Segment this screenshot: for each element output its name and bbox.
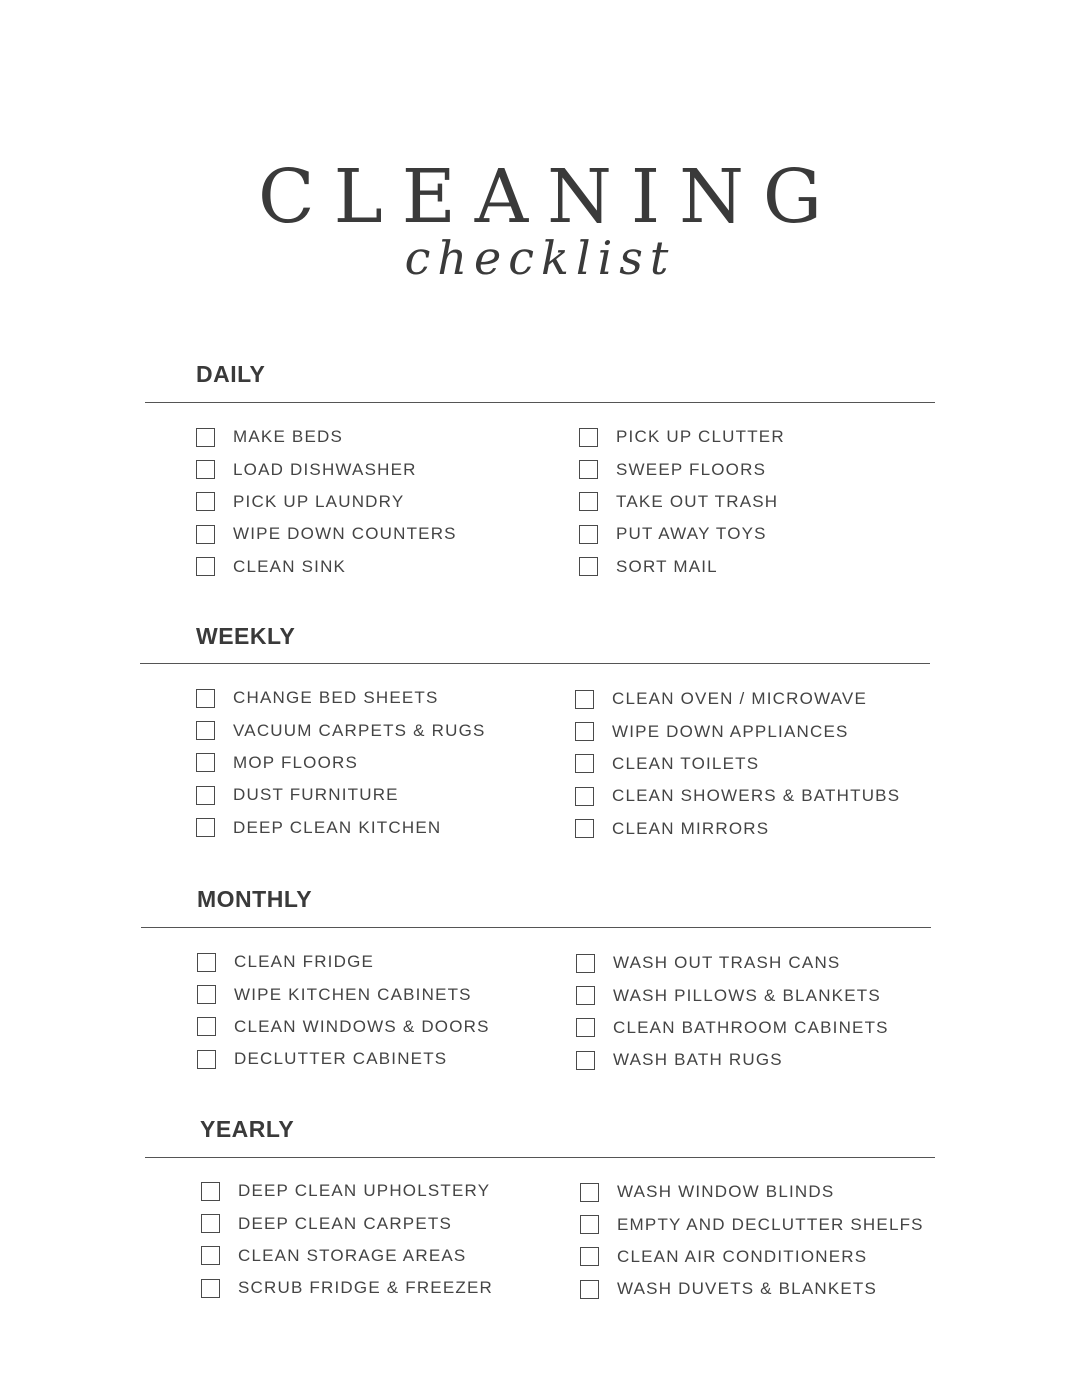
checklist-item-label: WASH OUT TRASH CANS <box>613 953 841 973</box>
checkbox[interactable] <box>575 819 594 838</box>
checklist-item-label: SCRUB FRIDGE & FREEZER <box>238 1278 493 1298</box>
checkbox[interactable] <box>579 460 598 479</box>
checklist-item <box>196 453 457 485</box>
checklist-item <box>196 682 486 714</box>
checkbox[interactable] <box>197 1017 216 1036</box>
checkbox[interactable] <box>201 1279 220 1298</box>
checklist-item-label: WIPE KITCHEN CABINETS <box>234 984 472 1004</box>
section-divider <box>145 1157 935 1158</box>
checklist-item <box>196 779 486 811</box>
checklist-item <box>197 1011 490 1043</box>
checklist-item-label: DEEP CLEAN KITCHEN <box>233 817 442 837</box>
checklist-item <box>576 1044 889 1076</box>
section-heading: WEEKLY <box>196 623 296 649</box>
checklist-item-label: SORT MAIL <box>616 556 718 576</box>
checklist-item-label: WASH PILLOWS & BLANKETS <box>613 985 881 1005</box>
checklist-column-left <box>197 946 490 1076</box>
checkbox[interactable] <box>580 1183 599 1202</box>
checkbox[interactable] <box>575 690 594 709</box>
checklist-item-label: WASH DUVETS & BLANKETS <box>617 1279 878 1299</box>
checklist-item <box>196 812 486 844</box>
checklist-item <box>201 1207 493 1239</box>
checklist-item-label: PICK UP CLUTTER <box>616 427 785 447</box>
checkbox[interactable] <box>197 1050 216 1069</box>
checkbox[interactable] <box>579 428 598 447</box>
checklist-item-label: DEEP CLEAN UPHOLSTERY <box>238 1181 491 1201</box>
checklist-item <box>579 551 785 583</box>
checklist-item <box>580 1176 924 1208</box>
checklist-item <box>576 979 889 1011</box>
checklist-item-label: CLEAN TOILETS <box>612 753 760 773</box>
checklist-item-label: SWEEP FLOORS <box>616 459 767 479</box>
section-heading: DAILY <box>196 361 266 387</box>
checklist-item <box>196 518 457 550</box>
checklist-item-label: CLEAN FRIDGE <box>234 952 375 972</box>
checklist-item <box>580 1208 924 1240</box>
checklist-item-label: EMPTY AND DECLUTTER SHELFS <box>617 1214 924 1234</box>
checklist-item <box>196 486 457 518</box>
checklist-item-label: CLEAN SINK <box>233 556 347 576</box>
checkbox[interactable] <box>196 460 215 479</box>
checkbox[interactable] <box>575 787 594 806</box>
checklist-item-label: DUST FURNITURE <box>233 785 399 805</box>
checklist-item <box>575 715 900 747</box>
checkbox[interactable] <box>201 1246 220 1265</box>
checklist-item <box>197 946 490 978</box>
checklist-item-label: CHANGE BED SHEETS <box>233 688 439 708</box>
checklist-item-label: PICK UP LAUNDRY <box>233 491 405 511</box>
checkbox[interactable] <box>196 721 215 740</box>
checkbox[interactable] <box>580 1280 599 1299</box>
checklist-column-right <box>580 1176 924 1306</box>
checkbox[interactable] <box>197 953 216 972</box>
checklist-item-label: WIPE DOWN COUNTERS <box>233 524 457 544</box>
checklist-item <box>201 1175 493 1207</box>
page-title: CLEANING <box>257 154 842 240</box>
section-divider <box>140 663 930 664</box>
checkbox[interactable] <box>197 985 216 1004</box>
checklist-item <box>580 1241 924 1273</box>
checklist-column-right <box>575 683 900 845</box>
checklist-item <box>197 978 490 1010</box>
checkbox[interactable] <box>575 722 594 741</box>
checkbox[interactable] <box>201 1182 220 1201</box>
checklist-column-left <box>201 1175 493 1305</box>
checkbox[interactable] <box>576 1018 595 1037</box>
section-divider <box>145 402 935 403</box>
section-heading: MONTHLY <box>197 886 313 912</box>
checkbox[interactable] <box>196 428 215 447</box>
page-subtitle: checklist <box>404 231 676 285</box>
checkbox[interactable] <box>196 818 215 837</box>
checklist-column-left <box>196 421 457 583</box>
checklist-item <box>579 421 785 453</box>
checklist-item-label: CLEAN OVEN / MICROWAVE <box>612 689 867 709</box>
checklist-item-label: CLEAN STORAGE AREAS <box>238 1245 467 1265</box>
checklist-item-label: CLEAN SHOWERS & BATHTUBS <box>612 786 901 806</box>
checklist-item <box>201 1272 493 1304</box>
checklist-item-label: CLEAN AIR CONDITIONERS <box>617 1246 868 1266</box>
checklist-column-left <box>196 682 486 844</box>
checkbox[interactable] <box>196 525 215 544</box>
checklist-item <box>196 714 486 746</box>
checkbox[interactable] <box>575 754 594 773</box>
checklist-item-label: MOP FLOORS <box>233 752 359 772</box>
checklist-item <box>579 518 785 550</box>
checklist-item <box>576 1012 889 1044</box>
section-heading: YEARLY <box>200 1116 295 1142</box>
checkbox[interactable] <box>580 1247 599 1266</box>
checklist-item-label: MAKE BEDS <box>233 427 343 447</box>
checklist-item-label: DEEP CLEAN CARPETS <box>238 1213 453 1233</box>
checklist-column-right <box>576 947 889 1077</box>
checklist-item <box>201 1240 493 1272</box>
checklist-item-label: CLEAN WINDOWS & DOORS <box>234 1016 490 1036</box>
checklist-item-label: WASH WINDOW BLINDS <box>617 1182 835 1202</box>
checklist-item <box>575 683 900 715</box>
checkbox[interactable] <box>579 525 598 544</box>
checklist-item-label: CLEAN MIRRORS <box>612 818 770 838</box>
checkbox[interactable] <box>196 689 215 708</box>
checkbox[interactable] <box>196 557 215 576</box>
checklist-item <box>196 551 457 583</box>
checklist-item <box>576 947 889 979</box>
checklist-column-right <box>579 421 785 583</box>
checklist-item-label: CLEAN BATHROOM CABINETS <box>613 1017 889 1037</box>
checklist-item-label: VACUUM CARPETS & RUGS <box>233 720 486 740</box>
checklist-item <box>580 1273 924 1305</box>
checklist-item <box>197 1043 490 1075</box>
checkbox[interactable] <box>579 557 598 576</box>
checklist-item-label: LOAD DISHWASHER <box>233 459 417 479</box>
checklist-item <box>575 813 900 845</box>
section-divider <box>141 927 931 928</box>
checkbox[interactable] <box>576 954 595 973</box>
checklist-item-label: DECLUTTER CABINETS <box>234 1049 448 1069</box>
checklist-item <box>575 748 900 780</box>
checklist-item-label: PUT AWAY TOYS <box>616 524 767 544</box>
checkbox[interactable] <box>196 492 215 511</box>
checkbox[interactable] <box>201 1214 220 1233</box>
checkbox[interactable] <box>576 1051 595 1070</box>
checkbox[interactable] <box>196 786 215 805</box>
checkbox[interactable] <box>196 753 215 772</box>
checklist-item <box>575 780 900 812</box>
checklist-item <box>196 421 457 453</box>
checklist-item-label: TAKE OUT TRASH <box>616 491 779 511</box>
checklist-item <box>579 453 785 485</box>
checkbox[interactable] <box>579 492 598 511</box>
checklist-item <box>196 747 486 779</box>
checkbox[interactable] <box>580 1215 599 1234</box>
checklist-item <box>579 486 785 518</box>
checklist-item-label: WIPE DOWN APPLIANCES <box>612 721 849 741</box>
checklist-item-label: WASH BATH RUGS <box>613 1050 783 1070</box>
checkbox[interactable] <box>576 986 595 1005</box>
